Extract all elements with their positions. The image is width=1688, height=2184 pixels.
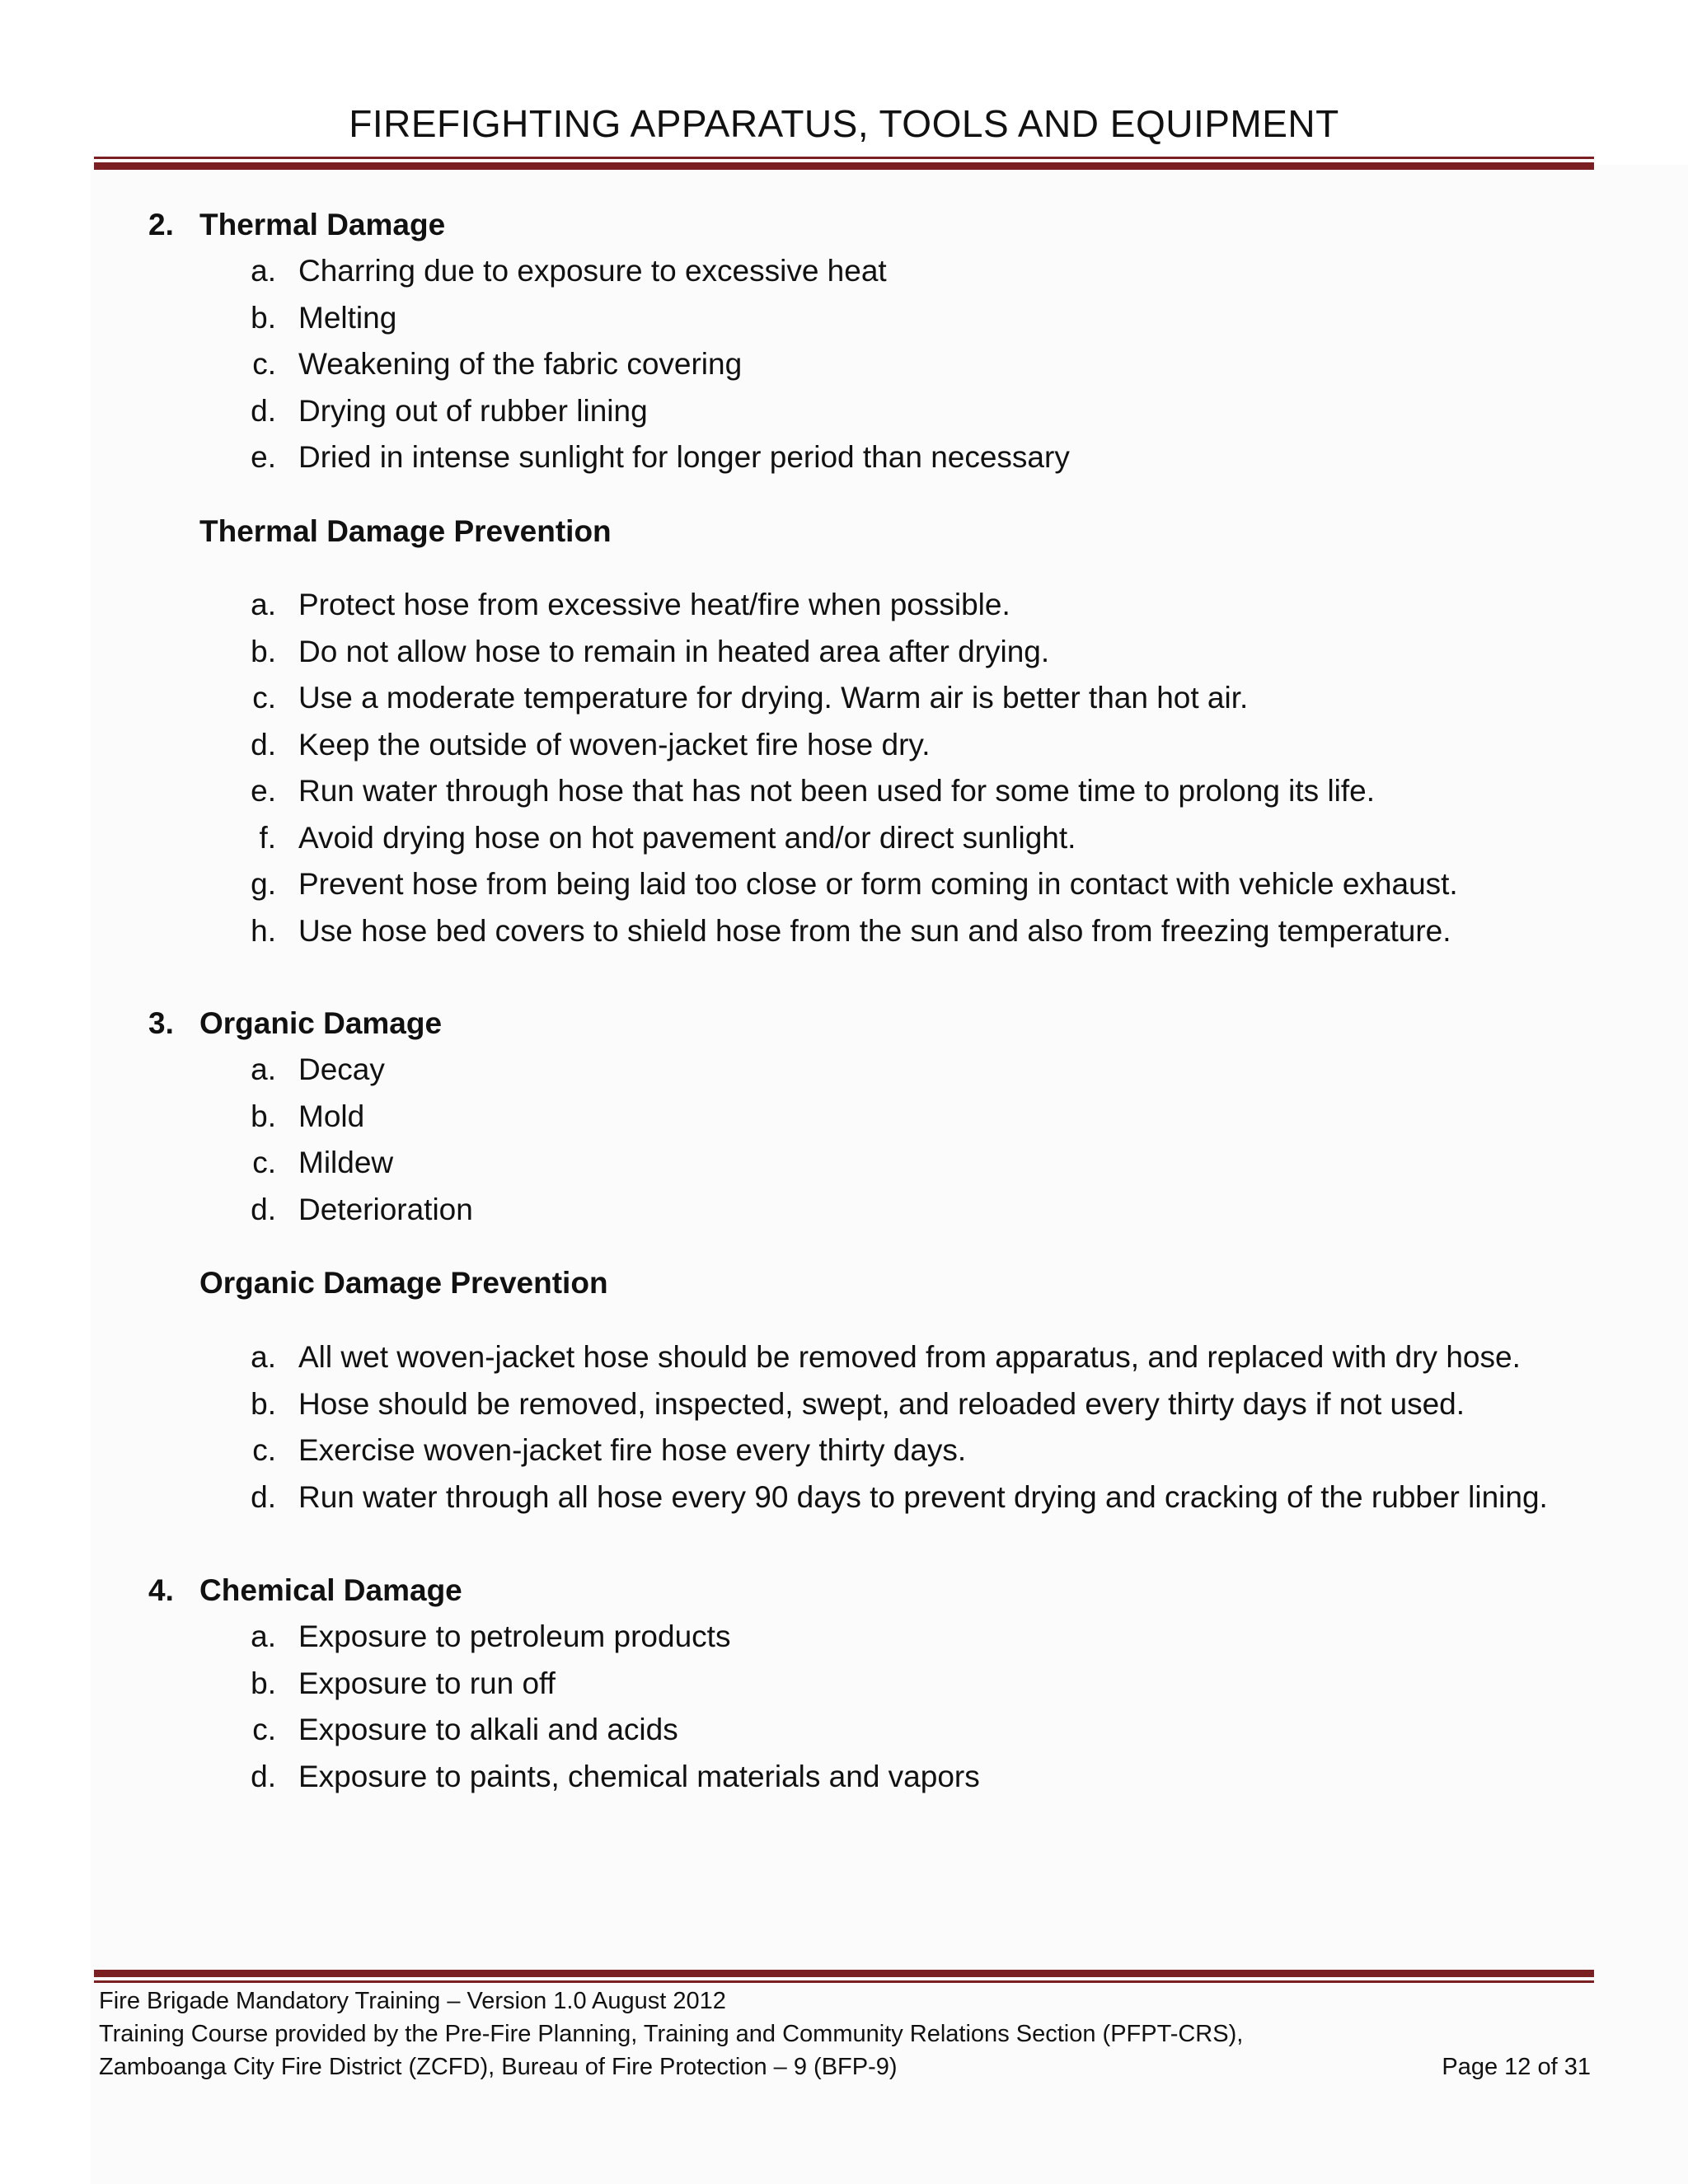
list-marker: d. (251, 1192, 276, 1226)
subsection-heading: Thermal Damage Prevention (199, 514, 612, 548)
list-text: Melting (298, 300, 397, 335)
section-heading (148, 206, 445, 244)
list-marker: b. (251, 1666, 276, 1700)
footer-line: Training Course provided by the Pre-Fire Planning, Training and Community Relations Section (PFPT-CRS), (99, 2021, 1244, 2047)
list-marker: b. (251, 634, 276, 668)
page-header-title: FIREFIGHTING APPARATUS, TOOLS AND EQUIPMENT (349, 102, 1339, 145)
list-marker: a. (251, 254, 276, 288)
section-heading (148, 1572, 462, 1610)
list-marker: d. (251, 1479, 276, 1514)
list-marker: d. (251, 727, 276, 762)
list-text: Weakening of the fabric covering (298, 347, 743, 381)
list-text: Use hose bed covers to shield hose from the sun and also from freezing temperature. (298, 913, 1451, 948)
list-text: Exposure to paints, chemical materials and vapors (298, 1759, 980, 1793)
list-text: Keep the outside of woven-jacket fire hose dry. (298, 727, 931, 762)
list-text: Exercise woven-jacket fire hose every thirty days. (298, 1433, 967, 1467)
list-text: Mildew (298, 1146, 394, 1179)
list-marker: a. (251, 588, 276, 621)
section-heading (148, 1005, 442, 1043)
list-marker: c. (252, 1146, 276, 1179)
list-text: Decay (298, 1052, 385, 1086)
footer-line: Fire Brigade Mandatory Training – Version 1.0 August 2012 (99, 1988, 726, 2014)
list-marker: b. (251, 1386, 276, 1421)
list-marker: h. (251, 913, 276, 948)
section-number: 2. (148, 208, 174, 241)
list-text: Drying out of rubber lining (298, 393, 648, 428)
list-text: Exposure to alkali and acids (298, 1713, 678, 1746)
list-marker: a. (251, 1619, 276, 1653)
section-number: 3. (148, 1006, 174, 1040)
list-text: Dried in intense sunlight for longer period than necessary (298, 440, 1070, 474)
list-marker: e. (251, 440, 276, 474)
list-text: Use a moderate temperature for drying. Warm air is better than hot air. (298, 681, 1249, 715)
list-text: Run water through hose that has not been used for some time to prolong its life. (298, 774, 1376, 808)
section-number: 4. (148, 1573, 174, 1607)
list-text: Charring due to exposure to excessive heat (298, 254, 887, 288)
list-text: Exposure to petroleum products (298, 1619, 731, 1653)
list-marker: a. (251, 1052, 276, 1086)
list-marker: c. (252, 681, 276, 715)
footer-line: Zamboanga City Fire District (ZCFD), Bureau of Fire Protection – 9 (BFP-9) (99, 2054, 898, 2080)
list-text: Do not allow hose to remain in heated area after drying. (298, 634, 1050, 668)
list-text: Exposure to run off (298, 1666, 556, 1700)
list-text: Avoid drying hose on hot pavement and/or direct sunlight. (298, 820, 1076, 855)
header-rule (94, 157, 1594, 170)
list-text: Hose should be removed, inspected, swept, and reloaded every thirty days if not used. (298, 1386, 1465, 1421)
subsection-heading: Organic Damage Prevention (199, 1266, 608, 1300)
section-title: Chemical Damage (199, 1573, 462, 1607)
list-marker: d. (251, 1759, 276, 1793)
list-marker: c. (252, 1713, 276, 1746)
list-text: All wet woven-jacket hose should be removed from apparatus, and replaced with dry hose. (298, 1340, 1521, 1374)
list-marker: d. (251, 393, 276, 428)
footer-rule (94, 1970, 1594, 1983)
section-title: Thermal Damage (199, 208, 446, 241)
list-text: Mold (298, 1099, 365, 1133)
list-text: Deterioration (298, 1192, 473, 1226)
list-marker: a. (251, 1340, 276, 1374)
page-number: Page 12 of 31 (1442, 2054, 1591, 2080)
list-marker: b. (251, 1099, 276, 1133)
list-marker: e. (251, 774, 276, 808)
list-marker: f. (259, 820, 276, 855)
list-marker: c. (252, 347, 276, 381)
list-text: Protect hose from excessive heat/fire when possible. (298, 588, 1010, 621)
list-text: Prevent hose from being laid too close or form coming in contact with vehicle exhaust. (298, 867, 1458, 901)
list-text: Run water through all hose every 90 days to prevent drying and cracking of the rubber lining. (298, 1479, 1548, 1514)
list-marker: g. (251, 867, 276, 901)
section-title: Organic Damage (199, 1006, 443, 1040)
list-marker: b. (251, 300, 276, 335)
list-marker: c. (252, 1433, 276, 1467)
page-footer (99, 1985, 1591, 2083)
